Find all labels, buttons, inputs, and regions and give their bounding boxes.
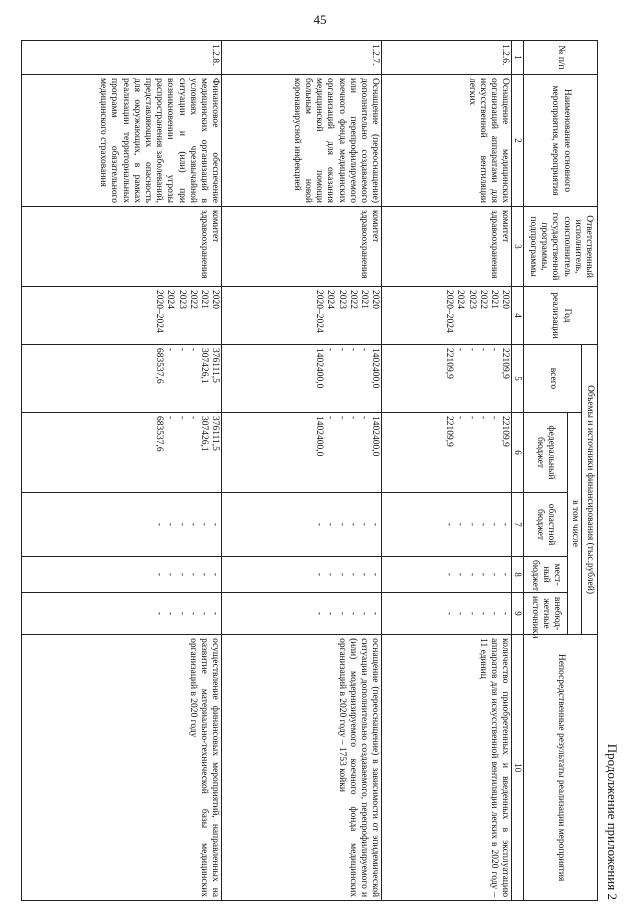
col-number: 5 bbox=[512, 345, 524, 413]
cell-value: 2022 bbox=[347, 290, 358, 309]
cell-value: - bbox=[477, 416, 488, 420]
cell-value: 2020 bbox=[500, 290, 511, 309]
continuation-caption: Продолжение приложения 2 bbox=[605, 743, 620, 900]
cell-value: - bbox=[455, 572, 466, 577]
cell-value: - bbox=[444, 611, 455, 616]
col-number: 6 bbox=[512, 413, 524, 493]
column-numbers-row bbox=[512, 41, 524, 901]
col-header-year: Год реализации bbox=[523, 287, 597, 345]
cell-value: - bbox=[359, 611, 369, 616]
cell-value: - bbox=[359, 348, 369, 352]
cell-value: - bbox=[370, 611, 381, 616]
cell-value: - bbox=[199, 572, 209, 577]
regional-values bbox=[382, 493, 512, 557]
cell-value: - bbox=[176, 572, 187, 577]
federal-values bbox=[22, 413, 222, 493]
col-number: 3 bbox=[512, 207, 524, 287]
cell-value: - bbox=[489, 572, 499, 577]
col-number: 4 bbox=[512, 287, 524, 345]
col-number: 9 bbox=[512, 593, 524, 635]
extrabudget-values bbox=[222, 593, 382, 635]
table-row bbox=[222, 41, 382, 901]
cell-value: - bbox=[489, 522, 499, 527]
cell-value: - bbox=[477, 522, 488, 527]
cell-value: - bbox=[165, 611, 176, 616]
year-values bbox=[22, 287, 222, 345]
table-row bbox=[382, 41, 512, 901]
cell-value: - bbox=[336, 416, 347, 420]
local-values bbox=[22, 557, 222, 593]
col-number: 7 bbox=[512, 493, 524, 557]
cell-value: - bbox=[314, 522, 325, 527]
table-row bbox=[22, 41, 222, 901]
cell-value: 22109,9 bbox=[500, 416, 511, 447]
col-number: 2 bbox=[512, 75, 524, 207]
cell-value: - bbox=[187, 348, 198, 352]
cell-value: 22109,9 bbox=[444, 348, 455, 379]
cell-value: - bbox=[466, 572, 477, 577]
cell-value: - bbox=[176, 348, 187, 352]
cell-value: 2021 bbox=[489, 290, 499, 309]
cell-value: - bbox=[455, 416, 466, 420]
cell-value: - bbox=[359, 522, 369, 527]
cell-value: 376111,5 bbox=[210, 416, 221, 451]
cell-value: - bbox=[210, 572, 221, 577]
cell-value: - bbox=[154, 611, 165, 616]
local-values bbox=[222, 557, 382, 593]
cell-value: 22109,9 bbox=[500, 348, 511, 379]
measure-name: Финансовое обеспечение медицинских организаций в условиях чрезвычайной ситуации и (или) при возникновении угрозы распространения заболеваний, представляющих опасность для окружающих, в рамках реализации территориальных программ обязательного медицинского страхования bbox=[22, 75, 222, 207]
cell-value: 307426,1 bbox=[199, 348, 209, 384]
cell-value: - bbox=[336, 522, 347, 527]
cell-value: - bbox=[325, 572, 336, 577]
cell-value: - bbox=[477, 611, 488, 616]
regional-values bbox=[22, 493, 222, 557]
cell-value: - bbox=[359, 572, 369, 577]
cell-value: - bbox=[325, 348, 336, 352]
measure-name: Оснащение (переоснащение) дополнительно создаваемого или перепрофилируемого коечного фонда медицинских организаций для оказания медицинской помощи больным новой коронавирусной инфекцией bbox=[222, 75, 382, 207]
cell-value: 1402400,0 bbox=[314, 348, 325, 389]
cell-value: 2023 bbox=[466, 290, 477, 309]
responsible-executor: комитет здравоохранения bbox=[382, 207, 512, 287]
col-header-responsible: Ответственный исполнитель, соисполнитель государственной программы, подпрограммы bbox=[523, 207, 597, 287]
cell-value: 2020–2024 bbox=[444, 290, 455, 333]
federal-values bbox=[382, 413, 512, 493]
cell-value: - bbox=[455, 522, 466, 527]
cell-value: - bbox=[336, 572, 347, 577]
cell-value: - bbox=[370, 572, 381, 577]
cell-value: - bbox=[347, 348, 358, 352]
cell-value: - bbox=[455, 611, 466, 616]
cell-value: 2020 bbox=[370, 290, 381, 309]
cell-value: 2023 bbox=[176, 290, 187, 309]
federal-values bbox=[222, 413, 382, 493]
cell-value: - bbox=[500, 522, 511, 527]
col-header-name: Наименование основного мероприятия, мероприятия bbox=[523, 75, 597, 207]
cell-value: - bbox=[489, 416, 499, 420]
cell-value: - bbox=[359, 416, 369, 420]
cell-value: - bbox=[466, 348, 477, 352]
cell-value: - bbox=[325, 416, 336, 420]
cell-value: 2024 bbox=[325, 290, 336, 309]
col-header-total: всего bbox=[523, 345, 581, 413]
local-values bbox=[382, 557, 512, 593]
cell-value: 307426,1 bbox=[199, 416, 209, 452]
year-values bbox=[382, 287, 512, 345]
cell-value: - bbox=[477, 572, 488, 577]
responsible-executor: комитет здравоохранения bbox=[22, 207, 222, 287]
cell-value: - bbox=[489, 611, 499, 616]
cell-value: - bbox=[500, 611, 511, 616]
extrabudget-values bbox=[382, 593, 512, 635]
cell-value: - bbox=[325, 611, 336, 616]
cell-value: 376111,5 bbox=[210, 348, 221, 383]
cell-value: - bbox=[165, 572, 176, 577]
cell-value: - bbox=[210, 611, 221, 616]
cell-value: 2020–2024 bbox=[154, 290, 165, 333]
cell-value: - bbox=[187, 572, 198, 577]
cell-value: - bbox=[466, 611, 477, 616]
col-number: 8 bbox=[512, 557, 524, 593]
cell-value: - bbox=[314, 572, 325, 577]
cell-value: - bbox=[370, 522, 381, 527]
cell-value: - bbox=[176, 416, 187, 420]
col-header-regional: областной бюджет bbox=[523, 493, 567, 557]
cell-value: - bbox=[154, 572, 165, 577]
col-header-including: в том числе bbox=[567, 413, 581, 635]
result-text: осуществление финансовых мероприятий, направленных на развитие материально-технической базы медицинских организаций в 2020 году bbox=[22, 635, 222, 901]
regional-values bbox=[222, 493, 382, 557]
col-number: 1 bbox=[512, 41, 524, 75]
rotated-page bbox=[35, 40, 620, 900]
cell-value: - bbox=[176, 611, 187, 616]
cell-value: - bbox=[199, 522, 209, 527]
result-text: оснащение (переоснащение) в зависимости от эпидемической ситуации дополнительно создаваемого, перепрофилируемого и (или) модернизируемого коечного фонда медицинских организаций в 2020 году – 1753 койки bbox=[222, 635, 382, 901]
col-header-results: Непосредственные результаты реализации мероприятия bbox=[523, 635, 597, 901]
cell-value: 2021 bbox=[359, 290, 369, 309]
cell-value: 2024 bbox=[165, 290, 176, 309]
cell-value: - bbox=[165, 348, 176, 352]
cell-value: 2021 bbox=[199, 290, 209, 309]
cell-value: - bbox=[176, 522, 187, 527]
col-header-local: мест-ный бюджет bbox=[523, 557, 567, 593]
cell-value: 2020–2024 bbox=[314, 290, 325, 333]
cell-value: 2022 bbox=[477, 290, 488, 309]
total-values bbox=[22, 345, 222, 413]
cell-value: - bbox=[466, 522, 477, 527]
cell-value: - bbox=[444, 572, 455, 577]
cell-value: - bbox=[500, 572, 511, 577]
cell-value: 1402400,0 bbox=[370, 348, 381, 389]
cell-value: 2024 bbox=[455, 290, 466, 309]
cell-value: - bbox=[154, 522, 165, 527]
row-number: 1.2.7. bbox=[222, 41, 382, 75]
total-values bbox=[382, 345, 512, 413]
cell-value: - bbox=[336, 348, 347, 352]
cell-value: - bbox=[210, 522, 221, 527]
cell-value: - bbox=[489, 348, 499, 352]
year-values bbox=[222, 287, 382, 345]
col-header-financing-group: Объемы и источники финансирования (тыс.рублей) bbox=[582, 345, 598, 635]
row-number: 1.2.8. bbox=[22, 41, 222, 75]
cell-value: - bbox=[199, 611, 209, 616]
cell-value: 683537,6 bbox=[154, 348, 165, 384]
cell-value: - bbox=[347, 572, 358, 577]
col-header-extrabudget: внебюд-жетные источники bbox=[523, 593, 567, 635]
page-number: 45 bbox=[313, 12, 327, 27]
cell-value: - bbox=[444, 522, 455, 527]
cell-value: - bbox=[325, 522, 336, 527]
cell-value: - bbox=[347, 611, 358, 616]
col-header-federal: федеральный бюджет bbox=[523, 413, 567, 493]
row-number: 1.2.6. bbox=[382, 41, 512, 75]
cell-value: - bbox=[336, 611, 347, 616]
cell-value: - bbox=[314, 611, 325, 616]
col-number: 10 bbox=[512, 635, 524, 901]
cell-value: 1402400,0 bbox=[370, 416, 381, 457]
cell-value: - bbox=[477, 348, 488, 352]
result-text: количество приобретенных и введенных в эксплуатацию аппаратов для искусственной вентиляции легких в 2020 году – 11 единиц bbox=[382, 635, 512, 901]
cell-value: - bbox=[455, 348, 466, 352]
cell-value: - bbox=[347, 522, 358, 527]
col-header-num: № п/п bbox=[523, 41, 597, 75]
program-table bbox=[21, 40, 598, 901]
cell-value: - bbox=[187, 416, 198, 420]
cell-value: 2022 bbox=[187, 290, 198, 309]
cell-value: - bbox=[347, 416, 358, 420]
cell-value: 2023 bbox=[336, 290, 347, 309]
total-values bbox=[222, 345, 382, 413]
cell-value: 1402400,0 bbox=[314, 416, 325, 457]
responsible-executor: комитет здравоохранения bbox=[222, 207, 382, 287]
measure-name: Оснащение медицинских организаций аппаратами для искусственной вентиляции легких bbox=[382, 75, 512, 207]
cell-value: 22109,9 bbox=[444, 416, 455, 447]
cell-value: - bbox=[165, 522, 176, 527]
cell-value: - bbox=[187, 522, 198, 527]
extrabudget-values bbox=[22, 593, 222, 635]
cell-value: - bbox=[466, 416, 477, 420]
cell-value: 683537,6 bbox=[154, 416, 165, 452]
cell-value: 2020 bbox=[210, 290, 221, 309]
cell-value: - bbox=[165, 416, 176, 420]
cell-value: - bbox=[187, 611, 198, 616]
